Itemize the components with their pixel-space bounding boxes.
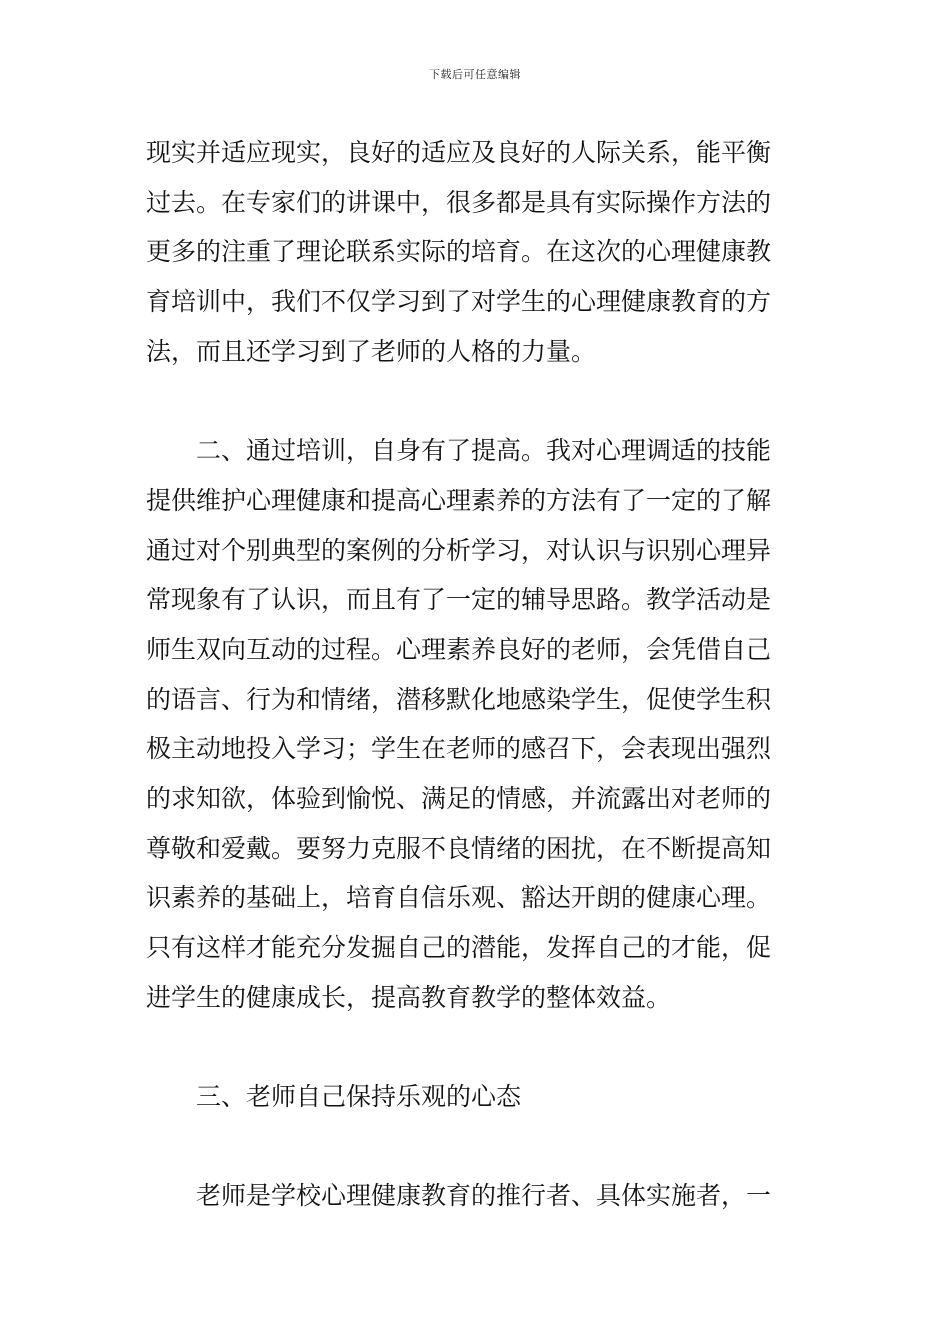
paragraph-line: 过去。在专家们的讲课中，很多都是具有实际操作方法的 xyxy=(146,187,772,217)
paragraph-spacer xyxy=(146,1122,808,1172)
paragraph-3 xyxy=(146,1171,808,1221)
paragraph-line: 提供维护心理健康和提高心理素养的方法有了一定的了解 xyxy=(146,485,772,515)
paragraph-spacer xyxy=(146,1022,808,1072)
paragraph-line: 的求知欲，体验到愉悦、满足的情感，并流露出对老师的 xyxy=(146,783,772,813)
paragraph-line: 只有这样才能充分发掘自己的潜能，发挥自己的才能，促 xyxy=(146,933,772,962)
paragraph-1 xyxy=(146,128,808,376)
paragraph-line: 进学生的健康成长，提高教育教学的整体效益。 xyxy=(146,982,672,1012)
paragraph-line: 极主动地投入学习；学生在老师的感召下，会表现出强烈 xyxy=(146,734,772,764)
paragraph-spacer xyxy=(146,376,808,426)
paragraph-2 xyxy=(146,426,808,1022)
paragraph-line: 老师是学校心理健康教育的推行者、具体实施者，一 xyxy=(196,1181,772,1211)
paragraph-line: 法，而且还学习到了老师的人格的力量。 xyxy=(146,336,597,366)
document-body xyxy=(146,128,808,1221)
paragraph-line: 育培训中，我们不仅学习到了对学生的心理健康教育的方 xyxy=(146,287,772,317)
paragraph-line: 通过对个别典型的案例的分析学习，对认识与识别心理异 xyxy=(146,535,772,565)
paragraph-line: 的语言、行为和情绪，潜移默化地感染学生，促使学生积 xyxy=(146,684,772,714)
section-heading-3: 三、老师自己保持乐观的心态 xyxy=(196,1082,522,1112)
paragraph-line: 师生双向互动的过程。心理素养良好的老师，会凭借自己 xyxy=(146,634,772,664)
paragraph-line: 更多的注重了理论联系实际的培育。在这次的心理健康教 xyxy=(146,237,772,267)
paragraph-line: 常现象有了认识，而且有了一定的辅导思路。教学活动是 xyxy=(146,585,772,615)
paragraph-line: 二、通过培训，自身有了提高。我对心理调适的技能 xyxy=(196,436,772,466)
paragraph-line: 现实并适应现实，良好的适应及良好的人际关系，能平衡 xyxy=(146,138,772,167)
paragraph-line: 尊敬和爱戴。要努力克服不良情绪的困扰，在不断提高知 xyxy=(146,833,772,863)
page-header-note: 下载后可任意编辑 xyxy=(429,68,521,81)
paragraph-line: 识素养的基础上，培育自信乐观、豁达开朗的健康心理。 xyxy=(146,883,772,913)
